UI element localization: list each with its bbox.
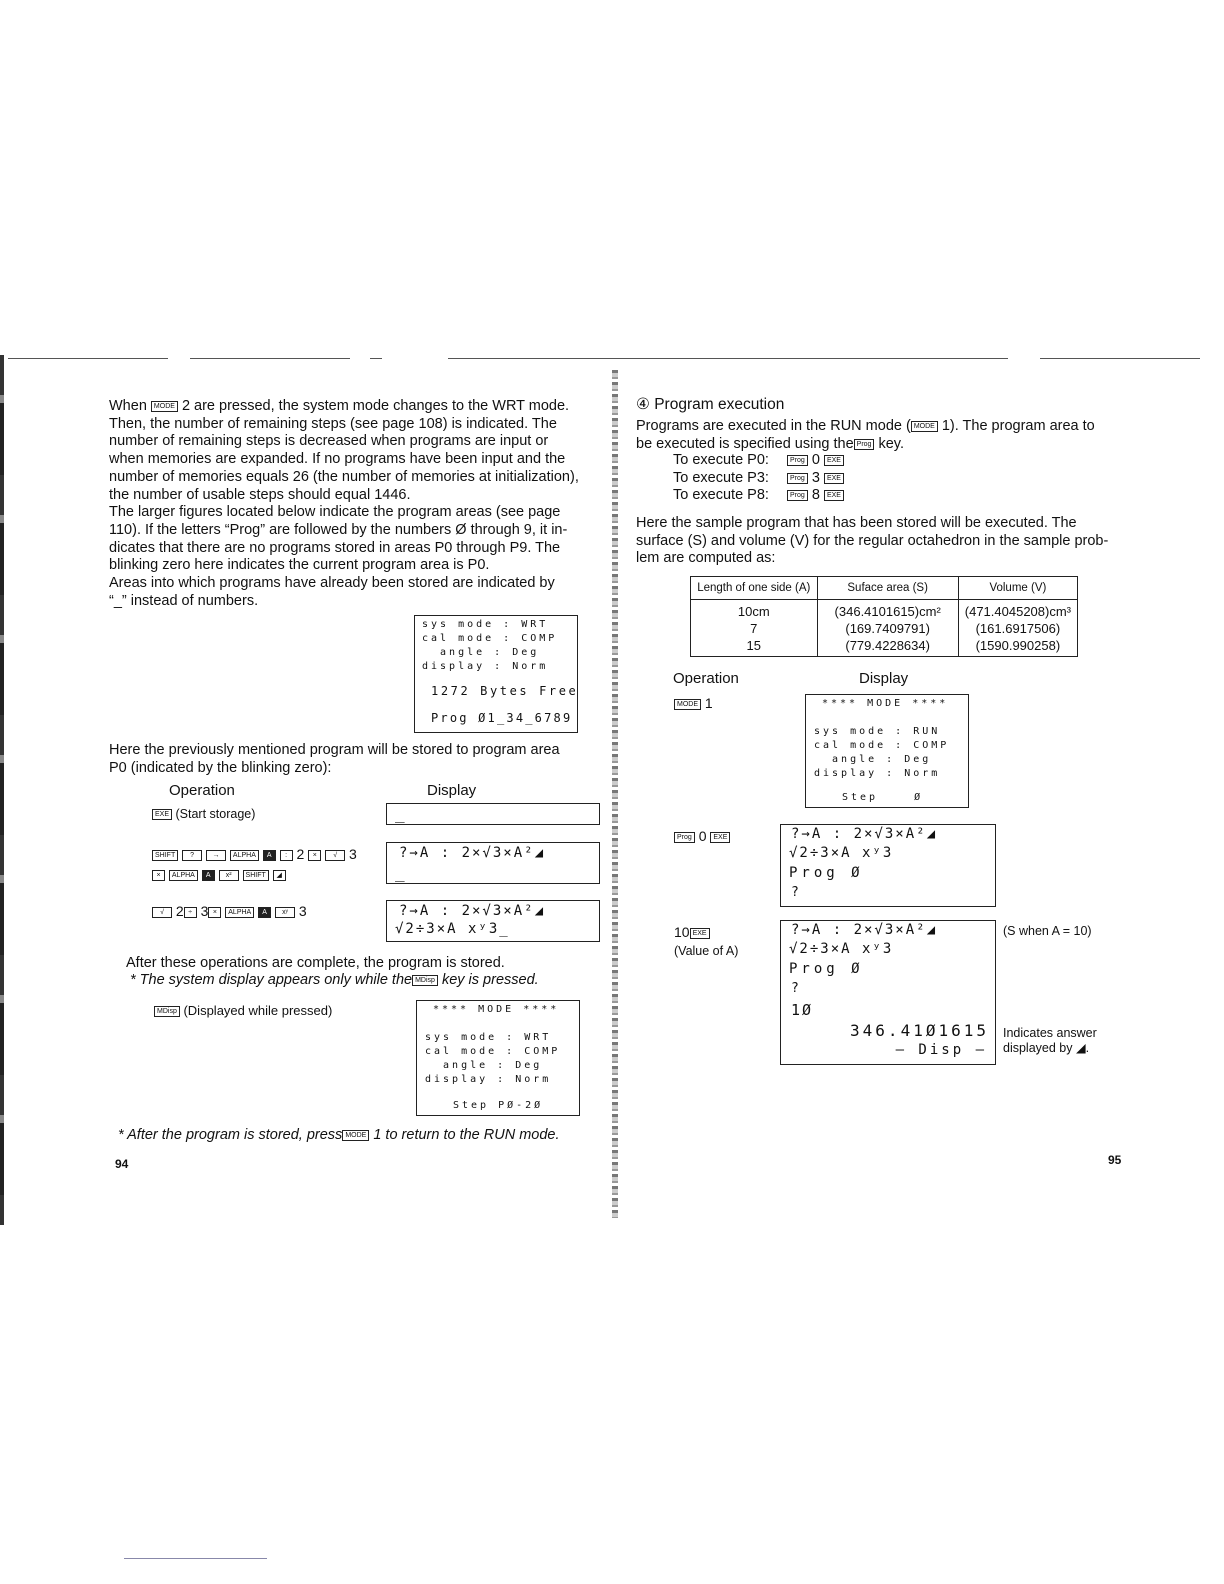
op-start-storage — [152, 807, 255, 821]
alpha-key: ALPHA — [230, 850, 259, 861]
display-line: sys mode : RUN — [814, 726, 941, 737]
prog-areas: Prog Ø1_34_6789 — [431, 711, 573, 725]
disp-indicator: — Disp — — [895, 1042, 987, 1058]
s-when-a-note: (S when A = 10) — [1003, 924, 1092, 938]
exe-key: EXE — [710, 832, 730, 843]
display-line: cal mode : COMP — [422, 633, 558, 644]
answer-indicator-note — [1003, 1026, 1097, 1056]
cell-value: (169.7409791) — [845, 621, 930, 636]
keyseq-program-line1 — [152, 846, 357, 862]
op-displayed-while-pressed — [154, 1003, 332, 1018]
op-10-exe — [674, 924, 710, 940]
digit: 10 — [674, 924, 690, 940]
intro-line: dicates that there are no programs stored in areas P0 through P9. The — [109, 539, 561, 556]
intro-line: when memories are expanded. If no programs have been input and the — [109, 451, 566, 468]
intro-line: “_” instead of numbers. — [109, 592, 259, 609]
calculator-display-program2 — [386, 900, 600, 942]
intro-line: number of remaining steps is decreased when programs are input or — [109, 433, 549, 450]
display-line: ?→A : 2×√3×A²◢ — [399, 845, 546, 861]
calculator-display-mode-wrt — [416, 1000, 580, 1116]
table-header: Suface area (S) — [817, 577, 958, 600]
display-line: ? — [791, 885, 801, 900]
calculator-display-program1 — [386, 842, 600, 884]
page-number-right: 95 — [1108, 1153, 1122, 1167]
sqrt-key: √ — [325, 850, 345, 861]
intro-line: blinking zero here indicates the current program area is P0. — [109, 557, 490, 574]
operation-header: Operation — [169, 782, 235, 799]
cell-value: (1590.990258) — [975, 638, 1061, 653]
scan-left-edge — [0, 355, 4, 1225]
text-line: P0 (indicated by the blinking zero): — [109, 759, 332, 776]
section-heading — [636, 395, 784, 414]
exe-key: EXE — [824, 455, 844, 466]
display-line: Prog Ø — [789, 961, 864, 977]
left-intro-paragraph — [109, 398, 601, 610]
note-text: key is pressed. — [441, 972, 539, 988]
bottom-rule — [124, 1558, 267, 1559]
here-paragraph — [109, 742, 601, 777]
top-rule — [1040, 358, 1200, 359]
display-line: **** MODE **** — [822, 698, 949, 709]
note-line: Indicates answer — [1003, 1026, 1097, 1040]
exec-item: To execute P8: Prog 8 EXE — [673, 487, 844, 505]
prog-key: Prog — [787, 473, 808, 484]
exec-item: To execute P0: Prog 0 EXE — [673, 452, 844, 470]
multiply-key: × — [308, 850, 321, 861]
operation-header: Operation — [673, 670, 739, 687]
intro-line: be executed is specified using the Prog key. — [636, 435, 905, 452]
display-line: ?→A : 2×√3×A²◢ — [399, 903, 546, 919]
text-line: lem are computed as: — [636, 550, 776, 567]
display-header: Display — [859, 670, 909, 687]
intro-line: Areas into which programs have already been stored are indicated by — [109, 575, 555, 592]
after-text: After these operations are complete, the program is stored. — [126, 955, 505, 971]
op-label: (Displayed while pressed) — [183, 1003, 333, 1018]
mode-key: MODE — [674, 699, 701, 710]
exec-list — [673, 452, 844, 505]
a-key: A — [202, 870, 215, 881]
op-mode-1 — [674, 695, 713, 711]
right-intro-paragraph — [636, 418, 1126, 453]
bytes-free: 1272 Bytes Free — [431, 684, 579, 698]
footer-note — [118, 1127, 560, 1143]
op-label: (Start storage) — [175, 807, 256, 821]
page-spine — [612, 370, 618, 1218]
display-line: 1Ø — [791, 1001, 814, 1019]
display-line: _ — [395, 804, 407, 823]
intro-line: number of memories equals 26 (the number of memories at initialization), — [109, 468, 579, 485]
exec-item: To execute P3: Prog 3 EXE — [673, 470, 844, 488]
digit: 2 — [175, 903, 184, 919]
digit: 3 — [349, 846, 357, 862]
disp-key: ◢ — [273, 870, 286, 881]
display-line: ?→A : 2×√3×A²◢ — [791, 826, 938, 842]
shift-key: SHIFT — [152, 850, 178, 861]
multiply-key: × — [152, 870, 165, 881]
display-line: ? — [791, 981, 801, 996]
calculator-display-prog-run — [780, 824, 996, 907]
note-text: * The system display appears only while the — [130, 972, 413, 988]
table-row — [691, 600, 1078, 657]
mode-key: MODE — [342, 1130, 369, 1141]
keyseq-program-line3 — [152, 903, 307, 919]
digit: 3 — [298, 903, 307, 919]
exe-key: EXE — [690, 928, 710, 939]
arrow-key: → — [206, 850, 226, 861]
display-line: angle : Deg — [425, 1060, 543, 1071]
octahedron-table — [690, 576, 1078, 657]
intro-line: Then, the number of remaining steps (see page 108) is indicated. The — [109, 415, 557, 432]
divide-key: ÷ — [184, 907, 197, 918]
square-key: x² — [219, 870, 239, 881]
display-line: cal mode : COMP — [425, 1046, 561, 1057]
sqrt-key: √ — [152, 907, 172, 918]
note-text: * After the program is stored, press — [118, 1127, 343, 1143]
exe-key: EXE — [824, 490, 844, 501]
cell-value: (161.6917506) — [975, 621, 1061, 636]
table-header: Volume (V) — [958, 577, 1077, 600]
value-of-a-label: (Value of A) — [674, 944, 739, 958]
display-line: display : Norm — [425, 1074, 552, 1085]
keyseq-program-line2 — [152, 866, 286, 882]
display-line: Prog Ø — [789, 865, 864, 881]
calculator-display-cursor — [386, 803, 600, 825]
table-cell — [691, 600, 818, 657]
intro-line: the number of usable steps should equal 1446. — [109, 486, 411, 503]
page-number-left: 94 — [115, 1157, 129, 1171]
prog-key: Prog — [674, 832, 695, 843]
top-rule — [8, 358, 168, 359]
table-cell — [817, 600, 958, 657]
display-line: cal mode : COMP — [814, 740, 950, 751]
prog-key: Prog — [787, 490, 808, 501]
digit: 1 — [704, 695, 713, 711]
exe-key: EXE — [152, 809, 172, 820]
mdisp-key: MDisp — [412, 975, 438, 986]
shift-key: SHIFT — [243, 870, 269, 881]
top-rule — [190, 358, 350, 359]
intro-line: When MODE 2 are pressed, the system mode changes to the WRT mode. — [109, 398, 570, 414]
digit: 2 — [296, 846, 305, 862]
answer-value: 346.41Ø1615 — [850, 1021, 989, 1040]
prog-key: Prog — [854, 439, 875, 450]
table-header-row — [691, 577, 1078, 600]
a-key: A — [263, 850, 276, 861]
intro-line: The larger figures located below indicate the program areas (see page — [109, 504, 561, 521]
power-key: xʸ — [275, 907, 295, 918]
text-line: Here the sample program that has been stored will be executed. The — [636, 515, 1077, 531]
display-line: angle : Deg — [422, 647, 540, 658]
display-line: √2÷3×A xʸ3 — [789, 941, 894, 957]
text-line: surface (S) and volume (V) for the regular octahedron in the sample prob- — [636, 532, 1109, 549]
display-line: angle : Deg — [814, 754, 932, 765]
calculator-display-result — [780, 920, 996, 1065]
a-key: A — [258, 907, 271, 918]
note-line: displayed by ◢. — [1003, 1041, 1090, 1055]
cell-value: 7 — [750, 621, 758, 636]
multiply-key: × — [208, 907, 221, 918]
alpha-key: ALPHA — [169, 870, 198, 881]
op-prog-0-exe — [674, 828, 730, 844]
display-header: Display — [427, 782, 477, 799]
section-number: ④ — [636, 396, 650, 413]
mode-key: MODE — [151, 401, 178, 412]
calculator-display-wrt — [414, 615, 578, 733]
top-rule — [370, 358, 382, 359]
cell-value: 15 — [746, 638, 762, 653]
cell-value: (346.4101615)cm² — [834, 604, 941, 619]
cell-value: 10cm — [737, 604, 770, 619]
digit: 3 — [200, 903, 209, 919]
display-line: sys mode : WRT — [422, 619, 549, 630]
display-line: Step Ø — [842, 792, 924, 803]
system-display-note — [130, 972, 539, 988]
intro-line: 110). If the letters “Prog” are followed by the numbers Ø through 9, it in- — [109, 521, 568, 538]
alpha-key: ALPHA — [225, 907, 254, 918]
display-line: sys mode : WRT — [425, 1032, 552, 1043]
display-line: **** MODE **** — [433, 1004, 560, 1015]
intro-line: Programs are executed in the RUN mode ( MODE 1). The program area to — [636, 418, 1095, 434]
exe-key: EXE — [824, 473, 844, 484]
display-line: ?→A : 2×√3×A²◢ — [791, 922, 938, 938]
note-text: 1 to return to the RUN mode. — [373, 1127, 560, 1143]
display-line: display : Norm — [422, 661, 549, 672]
cell-value: (779.4228634) — [845, 638, 930, 653]
top-rule — [448, 358, 1008, 359]
cell-value: (471.4045208)cm³ — [964, 604, 1071, 619]
prog-key: Prog — [787, 455, 808, 466]
digit: 0 — [698, 828, 707, 844]
section-title: Program execution — [654, 396, 785, 413]
right-here-paragraph — [636, 515, 1126, 568]
colon-key: : — [280, 850, 293, 861]
calculator-display-run-mode — [805, 694, 969, 808]
question-key: ? — [182, 850, 202, 861]
mode-key: MODE — [911, 421, 938, 432]
display-line: √2÷3×A xʸ3 — [789, 845, 894, 861]
display-line: display : Norm — [814, 768, 941, 779]
display-line: Step PØ-2Ø — [453, 1100, 544, 1111]
display-line: _ — [395, 863, 407, 882]
table-cell — [958, 600, 1077, 657]
mdisp-key: MDisp — [154, 1006, 180, 1017]
table-header: Length of one side (A) — [691, 577, 818, 600]
display-line: √2÷3×A xʸ3_ — [395, 921, 510, 937]
text-line: Here the previously mentioned program will be stored to program area — [109, 742, 560, 758]
